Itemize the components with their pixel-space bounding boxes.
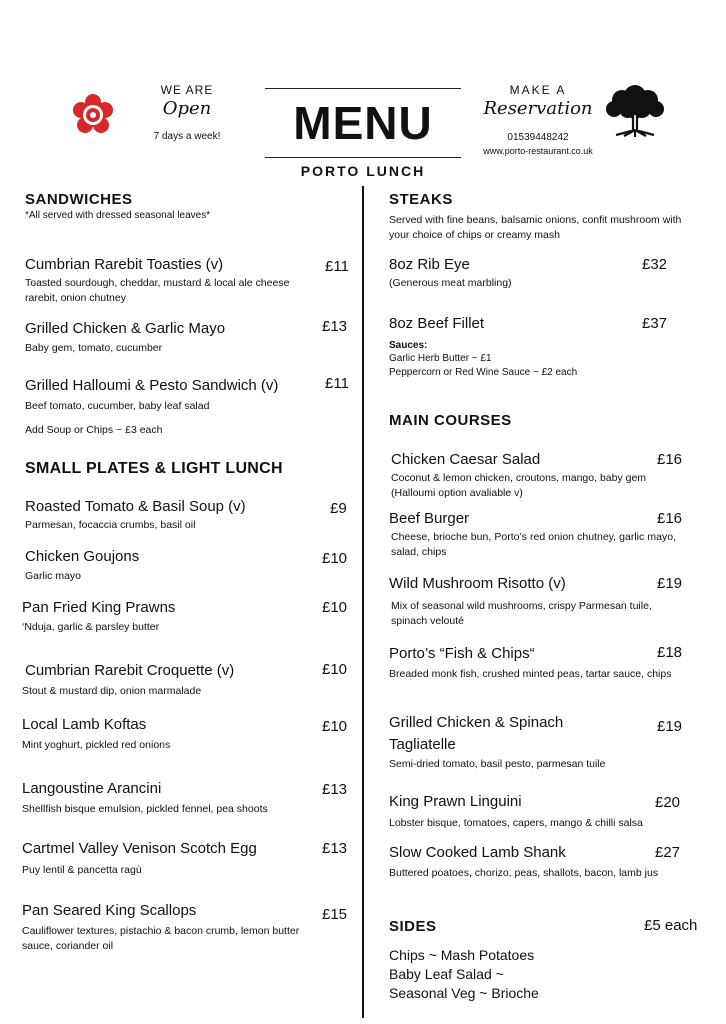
menu-item-desc: Coconut & lemon chicken, croutons, mango, baby gem (Halloumi option avaliable v): [391, 472, 647, 499]
menu-item-name: Grilled Chicken & Garlic Mayo: [25, 320, 226, 337]
menu-item-price: £13: [322, 840, 348, 857]
menu-item-desc: Lobster bisque, tomatoes, capers, mango & chilli salsa: [389, 817, 643, 829]
menu-item-name: Pan Fried King Prawns: [22, 599, 176, 616]
menu-item-price: £11: [325, 375, 349, 392]
menu-item-price: £15: [322, 906, 348, 923]
menu-item-price: £18: [657, 644, 683, 661]
menu-item-price: £32: [642, 256, 668, 273]
menu-item-price: £16: [657, 451, 683, 468]
menu-item-desc: Shellfish bisque emulsion, pickled fennel, pea shoots: [22, 803, 268, 815]
menu-item-name: Cumbrian Rarebit Toasties (v): [25, 256, 224, 273]
menu-item-price: £19: [657, 718, 683, 735]
menu-item-name: King Prawn Linguini: [389, 793, 522, 810]
section-heading-small-plates: SMALL PLATES & LIGHT LUNCH: [25, 460, 283, 477]
page-title: MENU: [293, 97, 433, 149]
sauce-line: Garlic Herb Butter ~ £1: [389, 353, 492, 364]
menu-item-price: £10: [322, 661, 348, 678]
menu-item-desc: Cheese, brioche bun, Porto’s red onion chutney, garlic mayo, salad, chips: [391, 531, 676, 558]
menu-item-price: £10: [322, 599, 348, 616]
menu-item-name: 8oz Beef Fillet: [389, 315, 485, 332]
page-subtitle: PORTO LUNCH: [300, 163, 426, 179]
menu-item-desc: Mint yoghurt, pickled red onions: [22, 739, 171, 751]
menu-item-name: Cumbrian Rarebit Croquette (v): [25, 662, 235, 679]
menu-item-desc: Stout & mustard dip, onion marmalade: [22, 685, 202, 697]
sauce-line: Peppercorn or Red Wine Sauce ~ £2 each: [389, 367, 578, 378]
title-rule-top: [265, 88, 461, 89]
menu-item-price: £37: [642, 315, 668, 332]
menu-item-price: £27: [655, 844, 681, 861]
menu-item-name: Pan Seared King Scallops: [22, 902, 197, 919]
menu-item-name: Slow Cooked Lamb Shank: [389, 844, 566, 861]
menu-item-name: Grilled Halloumi & Pesto Sandwich (v): [25, 377, 279, 394]
menu-item-desc: Parmesan, focaccia crumbs, basil oil: [25, 519, 196, 531]
sides-line: Seasonal Veg ~ Brioche: [389, 985, 539, 1001]
steaks-note: Served with fine beans, balsamic onions, confit mushroom with your choice of chips or creamy mash: [389, 214, 682, 241]
menu-item-price: £13: [322, 318, 348, 335]
menu-item-name: Cartmel Valley Venison Scotch Egg: [22, 840, 257, 857]
menu-item-desc: Mix of seasonal wild mushrooms, crispy Parmesan tuile, spinach velouté: [391, 600, 652, 627]
menu-item-name: Chicken Goujons: [25, 548, 140, 565]
sides-price: £5 each: [644, 917, 698, 934]
menu-item-price: £11: [325, 258, 349, 275]
menu-item-name: 8oz Rib Eye: [389, 256, 470, 273]
section-heading-main-courses: MAIN COURSES: [389, 412, 512, 429]
menu-item-price: £19: [657, 575, 683, 592]
phone-number[interactable]: 01539448242: [507, 132, 569, 143]
menu-item-price: £10: [322, 718, 348, 735]
title-rule-bottom: [265, 157, 461, 158]
section-heading-steaks: STEAKS: [389, 191, 453, 208]
menu-item-desc: (Generous meat marbling): [389, 277, 512, 289]
menu-item-name: Tagliatelle: [389, 736, 456, 753]
menu-item-name: Chicken Caesar Salad: [391, 451, 541, 468]
menu-item-desc: Baby gem, tomato, cucumber: [25, 342, 163, 354]
sides-line: Chips ~ Mash Potatoes: [389, 947, 535, 963]
menu-item-name: Beef Burger: [389, 510, 470, 527]
menu-item-price: £16: [657, 510, 683, 527]
menu-item-desc: Breaded monk fish, crushed minted peas, tartar sauce, chips: [389, 668, 672, 680]
sandwiches-note: *All served with dressed seasonal leaves*: [25, 210, 211, 221]
menu-item-desc: Semi-dried tomato, basil pesto, parmesan tuile: [389, 758, 606, 770]
menu-item-desc: Toasted sourdough, cheddar, mustard & local ale cheese rarebit, onion chutney: [25, 277, 290, 304]
menu-item-name: Wild Mushroom Risotto (v): [389, 575, 566, 592]
open-line1: WE ARE: [160, 83, 214, 97]
sauces-title: Sauces:: [389, 340, 428, 351]
open-script: Open: [162, 98, 212, 119]
section-heading-sandwiches: SANDWICHES: [25, 191, 133, 208]
menu-item-desc: Garlic mayo: [25, 570, 82, 582]
menu-item-price: £9: [330, 500, 347, 517]
menu-item-desc: Beef tomato, cucumber, baby leaf salad: [25, 400, 210, 412]
menu-item-name: Langoustine Arancini: [22, 780, 162, 797]
menu-item-name: Roasted Tomato & Basil Soup (v): [25, 498, 246, 515]
menu-item-price: £13: [322, 781, 348, 798]
menu-item-price: £20: [655, 794, 681, 811]
column-divider: [362, 186, 364, 1018]
website-link[interactable]: www.porto-restaurant.co.uk: [483, 146, 593, 156]
sandwiches-addon: Add Soup or Chips ~ £3 each: [25, 424, 163, 436]
menu-item-desc: Buttered poatoes, chorizo, peas, shallots, bacon, lamb jus: [389, 867, 659, 879]
sides-line: Baby Leaf Salad ~: [389, 966, 504, 982]
reservation-script: Reservation: [483, 98, 593, 119]
open-days: 7 days a week!: [153, 131, 221, 142]
menu-item-price: £10: [322, 550, 348, 567]
menu-item-desc: ‘Nduja, garlic & parsley butter: [22, 621, 160, 633]
section-heading-sides: SIDES: [389, 918, 437, 935]
tree-icon: [604, 82, 666, 138]
menu-item-name: Local Lamb Koftas: [22, 716, 147, 733]
menu-item-name: Grilled Chicken & Spinach: [389, 714, 564, 731]
menu-item-name: Porto’s “Fish & Chips“: [389, 645, 535, 662]
menu-item-desc: Puy lentil & pancetta ragù: [22, 864, 142, 876]
tudor-rose-icon: [72, 94, 114, 136]
reservation-line1: MAKE A: [509, 83, 567, 97]
menu-item-desc: Cauliflower textures, pistachio & bacon crumb, lemon butter sauce, coriander oil: [22, 925, 300, 952]
